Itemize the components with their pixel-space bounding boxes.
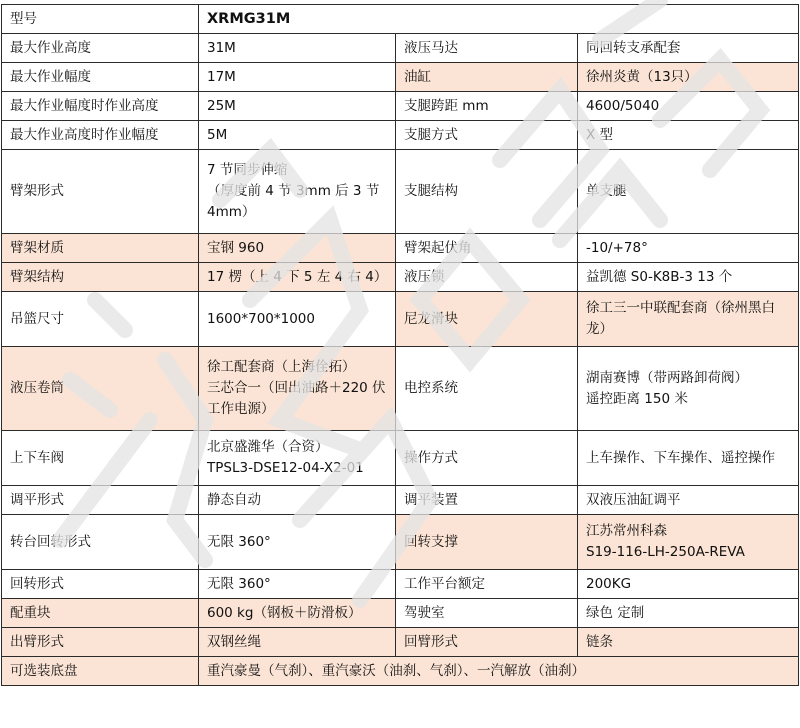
param-label: 电控系统 (396, 347, 578, 431)
table-row (2, 486, 799, 515)
param-value: 绿色 定制 (578, 599, 799, 628)
table-row (2, 431, 799, 486)
param-value: 单支腿 (578, 150, 799, 234)
param-value: 双液压油缸调平 (578, 486, 799, 515)
table-row (2, 599, 799, 628)
param-value: 7 节同步伸缩 （厚度前 4 节 3mm 后 3 节 4mm） (199, 150, 396, 234)
param-value: 17M (199, 63, 396, 92)
param-value: 宝钢 960 (199, 234, 396, 263)
param-value: 湖南赛博（带两路卸荷阀） 遥控距离 150 米 (578, 347, 799, 431)
table-row (2, 292, 799, 347)
table-row (2, 628, 799, 657)
param-value: 无限 360° (199, 515, 396, 570)
param-label: 液压锁 (396, 263, 578, 292)
param-label: 臂架结构 (2, 263, 199, 292)
param-value: 链条 (578, 628, 799, 657)
param-label: 液压卷筒 (2, 347, 199, 431)
param-value: 5M (199, 121, 396, 150)
param-value: 200KG (578, 570, 799, 599)
table-row (2, 92, 799, 121)
param-label: 吊篮尺寸 (2, 292, 199, 347)
table-row (2, 234, 799, 263)
param-label: 最大作业高度时作业幅度 (2, 121, 199, 150)
table-row (2, 34, 799, 63)
param-label: 臂架材质 (2, 234, 199, 263)
param-value: 江苏常州科森 S19-116-LH-250A-REVA (578, 515, 799, 570)
param-label: 工作平台额定 (396, 570, 578, 599)
chassis-value: 重汽豪曼（气刹）、重汽豪沃（油刹、气刹）、一汽解放（油刹） (199, 657, 799, 686)
param-label: 支腿方式 (396, 121, 578, 150)
param-value: 徐工配套商（上海佺拓） 三芯合一（回出油路＋220 伏工作电源） (199, 347, 396, 431)
param-value: 上车操作、下车操作、遥控操作 (578, 431, 799, 486)
param-label: 回转支撑 (396, 515, 578, 570)
param-label: 回转形式 (2, 570, 199, 599)
table-row (2, 570, 799, 599)
param-label: 支腿结构 (396, 150, 578, 234)
title-row (2, 5, 799, 34)
param-value: 无限 360° (199, 570, 396, 599)
param-label: 最大作业幅度时作业高度 (2, 92, 199, 121)
table-row (2, 515, 799, 570)
param-label: 臂架形式 (2, 150, 199, 234)
param-label: 最大作业高度 (2, 34, 199, 63)
param-value: 北京盛潍华（合资） TPSL3-DSE12-04-X2-01 (199, 431, 396, 486)
table-row (2, 150, 799, 234)
param-value: 17 楞（上 4 下 5 左 4 右 4） (199, 263, 396, 292)
param-value: 600 kg（钢板＋防滑板） (199, 599, 396, 628)
param-value: 1600*700*1000 (199, 292, 396, 347)
param-value: -10/+78° (578, 234, 799, 263)
param-value: 徐工三一中联配套商（徐州黑白龙） (578, 292, 799, 347)
param-label: 最大作业幅度 (2, 63, 199, 92)
chassis-row (2, 657, 799, 686)
param-label: 回臂形式 (396, 628, 578, 657)
param-label: 配重块 (2, 599, 199, 628)
chassis-label: 可选装底盘 (2, 657, 199, 686)
param-value: X 型 (578, 121, 799, 150)
table-row (2, 263, 799, 292)
spec-table-body (2, 5, 799, 686)
param-label: 液压马达 (396, 34, 578, 63)
param-value: 静态自动 (199, 486, 396, 515)
param-label: 支腿跨距 mm (396, 92, 578, 121)
table-row (2, 121, 799, 150)
param-label: 调平装置 (396, 486, 578, 515)
param-label: 操作方式 (396, 431, 578, 486)
model-value: XRMG31M (199, 5, 799, 34)
param-label: 尼龙滑块 (396, 292, 578, 347)
table-row (2, 347, 799, 431)
param-label: 调平形式 (2, 486, 199, 515)
param-label: 臂架起伏角 (396, 234, 578, 263)
param-label: 转台回转形式 (2, 515, 199, 570)
spec-table (1, 4, 799, 686)
param-value: 双钢丝绳 (199, 628, 396, 657)
param-value: 4600/5040 (578, 92, 799, 121)
title-label: 型号 (2, 5, 199, 34)
param-label: 驾驶室 (396, 599, 578, 628)
param-value: 同回转支承配套 (578, 34, 799, 63)
table-row (2, 63, 799, 92)
param-label: 上下车阀 (2, 431, 199, 486)
param-value: 益凯德 S0-K8B-3 13 个 (578, 263, 799, 292)
param-value: 徐州炎黄（13只） (578, 63, 799, 92)
param-label: 出臂形式 (2, 628, 199, 657)
param-label: 油缸 (396, 63, 578, 92)
param-value: 31M (199, 34, 396, 63)
param-value: 25M (199, 92, 396, 121)
